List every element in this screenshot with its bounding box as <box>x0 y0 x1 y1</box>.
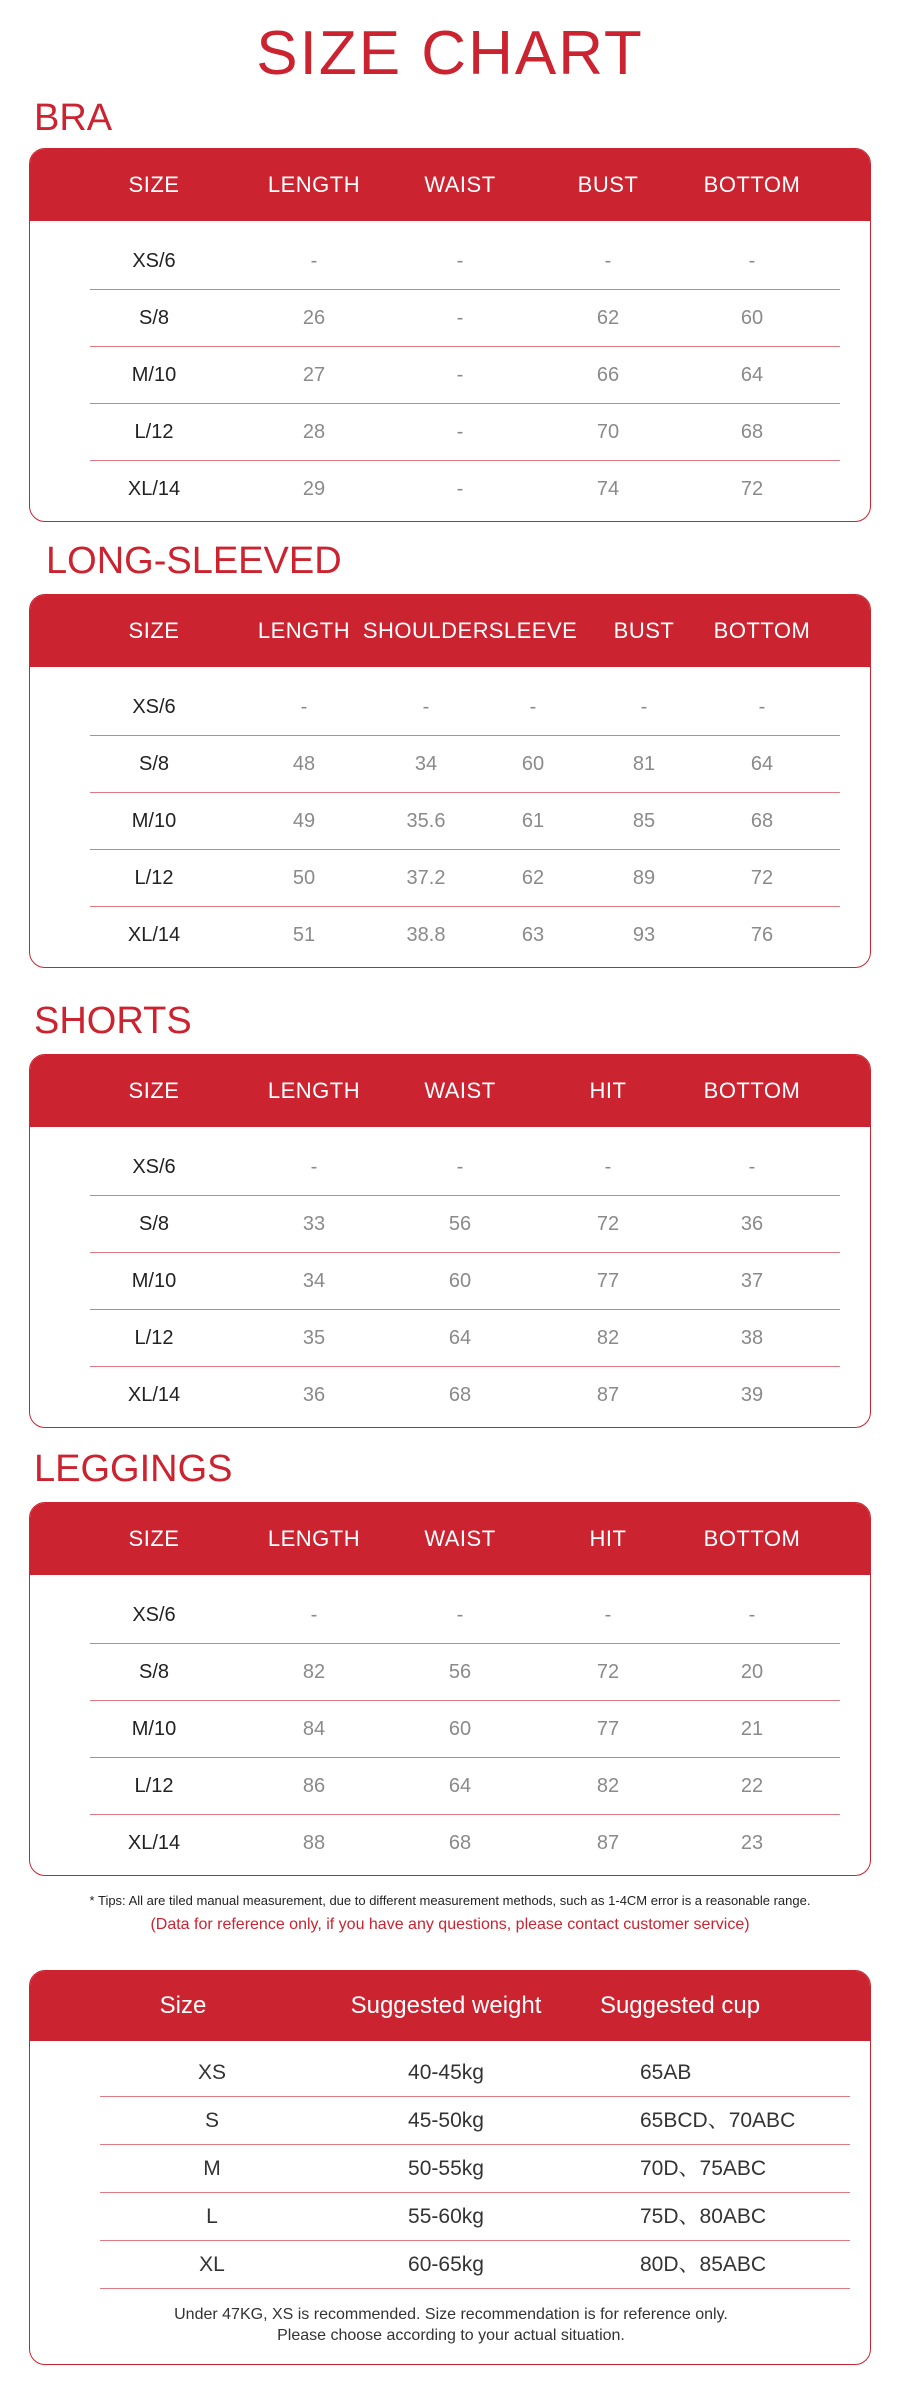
rec-weight: 50-55kg <box>408 2157 484 2180</box>
table-row <box>90 736 810 793</box>
measurement-cell: 50 <box>292 867 316 889</box>
measurement-cell: 37 <box>740 1270 764 1292</box>
measurement-cell: 49 <box>292 810 316 832</box>
measurement-cell: 23 <box>740 1832 764 1854</box>
measurement-cell: - <box>456 421 464 443</box>
rec-cup: 80D、85ABC <box>640 2253 767 2276</box>
measurement-cell: - <box>456 1156 464 1178</box>
table-row <box>90 233 810 290</box>
measurement-cell: 72 <box>740 478 764 500</box>
rec-size: L <box>206 2205 218 2228</box>
measurement-cell: 76 <box>750 924 774 946</box>
size-table <box>29 594 871 968</box>
measurement-cell: 60 <box>448 1270 472 1292</box>
rec-weight: 60-65kg <box>408 2253 484 2276</box>
size-label: XL/14 <box>127 924 181 946</box>
size-table <box>29 1054 871 1428</box>
size-label: S/8 <box>138 1661 170 1683</box>
table-row <box>90 1367 810 1424</box>
column-header: LENGTH <box>257 618 351 643</box>
measurement-cell: 86 <box>302 1775 326 1797</box>
measurement-cell: - <box>300 696 308 718</box>
measurement-cell: 61 <box>521 810 545 832</box>
recommendation-table <box>29 1970 871 2365</box>
size-label: L/12 <box>134 421 174 443</box>
measurement-cell: 37.2 <box>406 867 446 889</box>
rec-row <box>100 2193 820 2241</box>
measurement-cell: - <box>604 1156 612 1178</box>
size-label: XL/14 <box>127 1384 181 1406</box>
measurement-cell: - <box>604 1604 612 1626</box>
rec-cup: 70D、75ABC <box>640 2157 767 2180</box>
rec-note-line1: Under 47KG, XS is recommended. Size recommendation is for reference only. <box>174 2306 728 2323</box>
measurement-cell: 77 <box>596 1718 620 1740</box>
column-header: LENGTH <box>267 172 361 197</box>
measurement-cell: 72 <box>596 1213 620 1235</box>
table-row <box>90 907 810 964</box>
column-header: WAIST <box>424 1526 496 1551</box>
measurement-cell: 36 <box>740 1213 764 1235</box>
measurement-cell: - <box>456 307 464 329</box>
column-header: BUST <box>613 618 675 643</box>
measurement-cell: 81 <box>632 753 656 775</box>
rec-size: XS <box>197 2061 227 2084</box>
measurement-cell: 70 <box>596 421 620 443</box>
section-title: SHORTS <box>34 1000 192 1042</box>
column-header: WAIST <box>424 1078 496 1103</box>
rec-header-size: Size <box>159 1992 207 2019</box>
column-header: SIZE <box>128 172 180 197</box>
table-row <box>90 347 810 404</box>
measurement-cell: 77 <box>596 1270 620 1292</box>
measurement-cell: 60 <box>448 1718 472 1740</box>
measurement-cell: 72 <box>750 867 774 889</box>
measurement-cell: 87 <box>596 1384 620 1406</box>
section-title: LEGGINGS <box>34 1448 233 1490</box>
measurement-cell: 82 <box>596 1775 620 1797</box>
table-body <box>30 221 870 522</box>
section-title: BRA <box>34 97 113 139</box>
size-table <box>29 1502 871 1876</box>
table-row <box>90 1253 810 1310</box>
column-header: LENGTH <box>267 1078 361 1103</box>
column-header: SHOULDER <box>362 618 490 643</box>
table-row <box>90 290 810 347</box>
table-row <box>90 793 810 850</box>
measurement-cell: 64 <box>448 1775 472 1797</box>
page-title: SIZE CHART <box>256 19 644 88</box>
size-label: M/10 <box>131 1270 177 1292</box>
table-body <box>30 1127 870 1428</box>
measurement-cell: - <box>748 1604 756 1626</box>
measurement-cell: - <box>456 478 464 500</box>
size-label: M/10 <box>131 364 177 386</box>
table-row <box>90 1644 810 1701</box>
measurement-cell: - <box>529 696 537 718</box>
measurement-cell: 38.8 <box>406 924 446 946</box>
measurement-cell: - <box>640 696 648 718</box>
rec-cup: 75D、80ABC <box>640 2205 767 2228</box>
measurement-cell: - <box>310 1156 318 1178</box>
measurement-cell: 29 <box>302 478 326 500</box>
measurement-cell: 85 <box>632 810 656 832</box>
measurement-cell: 62 <box>521 867 545 889</box>
rec-row-divider <box>100 2288 850 2289</box>
measurement-cell: - <box>748 1156 756 1178</box>
measurement-cell: 72 <box>596 1661 620 1683</box>
measurement-cell: 68 <box>448 1832 472 1854</box>
column-header: LENGTH <box>267 1526 361 1551</box>
measurement-cell: 84 <box>302 1718 326 1740</box>
measurement-cell: 26 <box>302 307 326 329</box>
measurement-cell: 68 <box>448 1384 472 1406</box>
column-header: SLEEVE <box>488 618 578 643</box>
table-header <box>30 1503 870 1575</box>
measurement-cell: - <box>456 1604 464 1626</box>
measurement-cell: - <box>748 250 756 272</box>
measurement-cell: 64 <box>740 364 764 386</box>
table-row <box>90 1587 810 1644</box>
table-row <box>90 679 810 736</box>
rec-size: M <box>203 2157 221 2180</box>
measurement-cell: - <box>456 250 464 272</box>
column-header: BUST <box>577 172 639 197</box>
measurement-cell: 74 <box>596 478 620 500</box>
measurement-cell: 87 <box>596 1832 620 1854</box>
measurement-cell: 64 <box>448 1327 472 1349</box>
reference-note: (Data for reference only, if you have any questions, please contact customer service) <box>150 1916 750 1933</box>
column-header: SIZE <box>128 1526 180 1551</box>
rec-row <box>100 2241 820 2289</box>
table-row <box>90 1310 810 1367</box>
measurement-cell: 22 <box>740 1775 764 1797</box>
measurement-cell: 33 <box>302 1213 326 1235</box>
rec-weight: 55-60kg <box>408 2205 484 2228</box>
column-header: HIT <box>589 1526 627 1551</box>
measurement-cell: 56 <box>448 1661 472 1683</box>
measurement-cell: 62 <box>596 307 620 329</box>
measurement-cell: 28 <box>302 421 326 443</box>
table-row <box>90 1701 810 1758</box>
measurement-cell: 89 <box>632 867 656 889</box>
measurement-cell: 21 <box>740 1718 764 1740</box>
measurement-cell: 34 <box>414 753 438 775</box>
measurement-cell: 82 <box>302 1661 326 1683</box>
rec-note-line2: Please choose according to your actual situation. <box>277 2327 625 2344</box>
measurement-cell: 60 <box>521 753 545 775</box>
size-label: XS/6 <box>132 696 176 718</box>
column-header: BOTTOM <box>703 1078 801 1103</box>
rec-weight: 40-45kg <box>408 2061 484 2084</box>
measurement-cell: 60 <box>740 307 764 329</box>
table-row <box>90 1815 810 1872</box>
measurement-cell: 68 <box>740 421 764 443</box>
measurement-cell: 34 <box>302 1270 326 1292</box>
size-label: S/8 <box>138 753 170 775</box>
measurement-cell: 48 <box>292 753 316 775</box>
size-label: XL/14 <box>127 478 181 500</box>
measurement-cell: 20 <box>740 1661 764 1683</box>
size-label: L/12 <box>134 1327 174 1349</box>
measurement-cell: - <box>310 250 318 272</box>
column-header: WAIST <box>424 172 496 197</box>
measurement-cell: - <box>604 250 612 272</box>
measurement-tips: * Tips: All are tiled manual measurement, due to different measurement methods, such as 1-4CM error is a reasonable range. <box>89 1893 811 1908</box>
measurement-cell: 66 <box>596 364 620 386</box>
measurement-cell: 63 <box>521 924 545 946</box>
size-label: L/12 <box>134 1775 174 1797</box>
measurement-cell: 56 <box>448 1213 472 1235</box>
measurement-cell: - <box>422 696 430 718</box>
measurement-cell: - <box>456 364 464 386</box>
measurement-cell: 88 <box>302 1832 326 1854</box>
table-row <box>90 1758 810 1815</box>
rec-weight: 45-50kg <box>408 2109 484 2132</box>
measurement-cell: 36 <box>302 1384 326 1406</box>
rec-cup: 65AB <box>640 2061 692 2084</box>
table-row <box>90 1196 810 1253</box>
table-row <box>90 461 810 518</box>
rec-header-weight: Suggested weight <box>350 1992 542 2019</box>
rec-row <box>100 2049 820 2097</box>
size-label: XL/14 <box>127 1832 181 1854</box>
size-label: XS/6 <box>132 1156 176 1178</box>
size-label: L/12 <box>134 867 174 889</box>
section-title: LONG-SLEEVED <box>46 540 342 582</box>
rec-row <box>100 2145 820 2193</box>
rec-header-cup: Suggested cup <box>599 1992 761 2019</box>
measurement-cell: 82 <box>596 1327 620 1349</box>
size-label: XS/6 <box>132 1604 176 1626</box>
size-label: S/8 <box>138 1213 170 1235</box>
table-body <box>30 1575 870 1876</box>
column-header: HIT <box>589 1078 627 1103</box>
table-row <box>90 850 810 907</box>
measurement-cell: 64 <box>750 753 774 775</box>
measurement-cell: 93 <box>632 924 656 946</box>
size-label: M/10 <box>131 1718 177 1740</box>
rec-cup: 65BCD、70ABC <box>640 2109 796 2132</box>
measurement-cell: 68 <box>750 810 774 832</box>
measurement-cell: - <box>758 696 766 718</box>
measurement-cell: 27 <box>302 364 326 386</box>
table-row <box>90 404 810 461</box>
measurement-cell: 51 <box>292 924 316 946</box>
column-header: BOTTOM <box>703 172 801 197</box>
rec-row <box>100 2097 820 2145</box>
column-header: SIZE <box>128 1078 180 1103</box>
column-header: BOTTOM <box>713 618 811 643</box>
size-table <box>29 148 871 522</box>
table-header <box>30 595 870 667</box>
rec-size: XL <box>199 2253 225 2276</box>
measurement-cell: - <box>310 1604 318 1626</box>
column-header: BOTTOM <box>703 1526 801 1551</box>
table-row <box>90 1139 810 1196</box>
measurement-cell: 38 <box>740 1327 764 1349</box>
column-header: SIZE <box>128 618 180 643</box>
table-body <box>30 667 870 968</box>
table-header <box>30 149 870 221</box>
size-label: XS/6 <box>132 250 176 272</box>
recommendation-header <box>30 1971 870 2041</box>
size-label: M/10 <box>131 810 177 832</box>
table-header <box>30 1055 870 1127</box>
measurement-cell: 35 <box>302 1327 326 1349</box>
measurement-cell: 39 <box>740 1384 764 1406</box>
measurement-cell: 35.6 <box>406 810 446 832</box>
size-label: S/8 <box>138 307 170 329</box>
rec-size: S <box>204 2109 220 2132</box>
